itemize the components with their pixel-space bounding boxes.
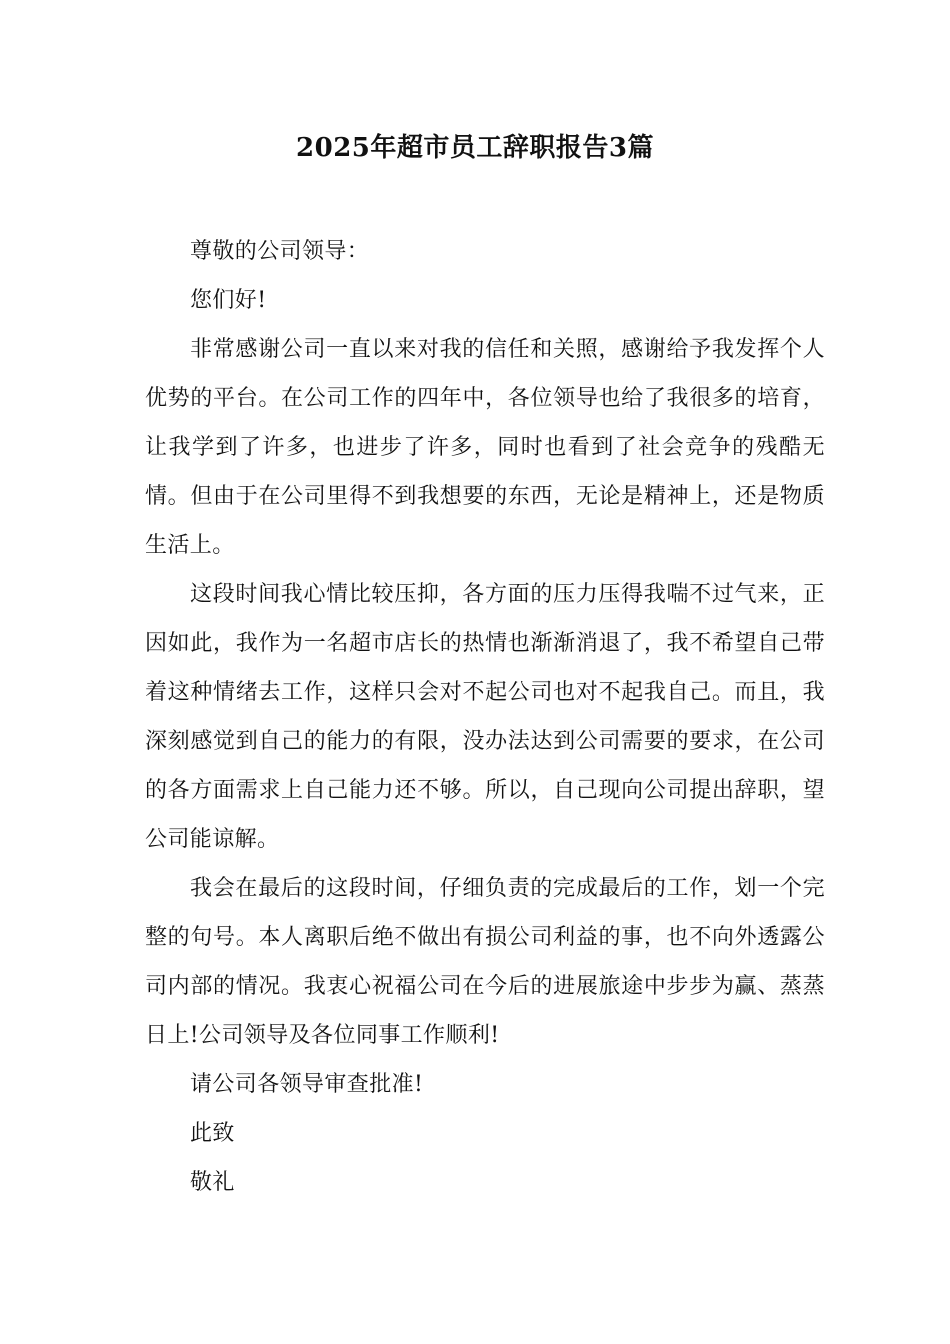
closing-line-2: 敬礼: [190, 1170, 235, 1195]
request-line: 请公司各领导审查批准!: [190, 1072, 424, 1097]
body-paragraph-1: 非常感谢公司一直以来对我的信任和关照，感谢给予我发挥个人优势的平台。在公司工作的四年中，各位领导也给了我很多的培育，让我学到了许多，也进步了许多，同时也看到了社会竞争的残酷无情。但由于在公司里得不到我想要的东西，无论是精神上，还是物质生活上。: [145, 337, 825, 558]
body-paragraph-3: 我会在最后的这段时间，仔细负责的完成最后的工作，划一个完整的句号。本人离职后绝不做出有损公司利益的事，也不向外透露公司内部的情况。我衷心祝福公司在今后的进展旅途中步步为赢、蒸蒸日上!公司领导及各位同事工作顺利!: [145, 876, 825, 1048]
closing-line-1: 此致: [190, 1121, 235, 1146]
salutation: 尊敬的公司领导：: [190, 239, 370, 264]
document-title: 2025年超市员工辞职报告3篇: [296, 133, 654, 163]
greeting: 您们好!: [190, 288, 267, 313]
document-body: [145, 227, 825, 1207]
body-paragraph-2: 这段时间我心情比较压抑，各方面的压力压得我喘不过气来，正因如此，我作为一名超市店长的热情也渐渐消退了，我不希望自己带着这种情绪去工作，这样只会对不起公司也对不起我自己。而且，我深刻感觉到自己的能力的有限，没办法达到公司需要的要求，在公司的各方面需求上自己能力还不够。所以，自己现向公司提出辞职，望公司能谅解。: [145, 582, 825, 852]
